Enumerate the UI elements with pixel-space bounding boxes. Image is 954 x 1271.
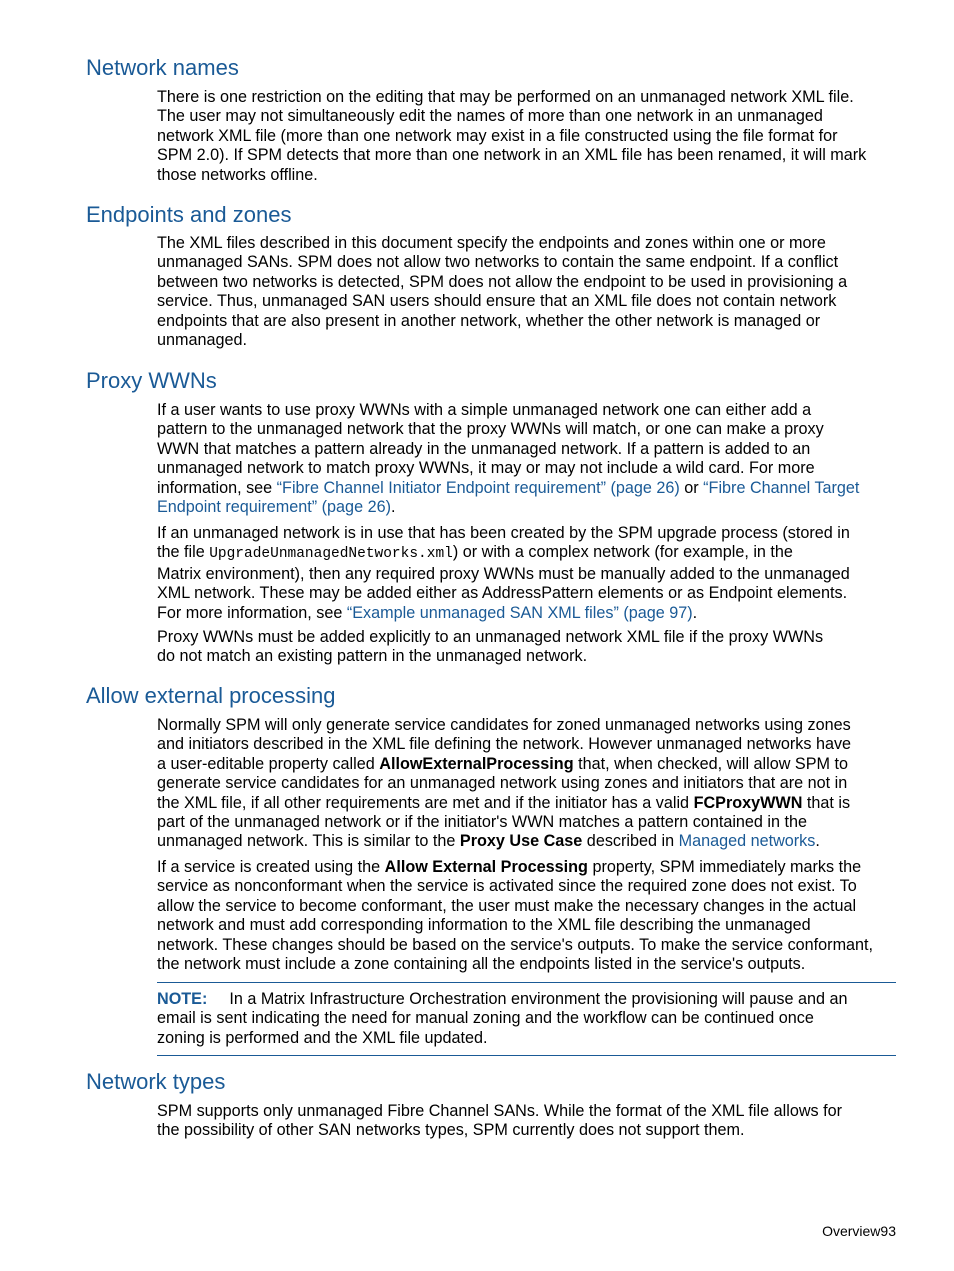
text-fragment: a user-editable property called	[157, 754, 380, 773]
text-line: XML network. These may be added either as AddressPattern elements or as Endpoint elements.	[157, 584, 848, 603]
text-line: WWN that matches a pattern already in the unmanaged network. If a pattern is added to an	[157, 439, 811, 458]
property-name: AllowExternalProcessing	[379, 754, 574, 773]
paragraph-proxy-wwns-3	[157, 628, 897, 667]
text-line: unmanaged.	[157, 331, 248, 350]
text-fragment: If a service is created using the	[157, 858, 385, 876]
text-fragment: .	[692, 603, 698, 622]
use-case-name: Proxy Use Case	[459, 832, 583, 851]
note-box	[157, 982, 896, 1056]
property-name: FCProxyWWN	[693, 793, 803, 812]
text-fragment: the file	[157, 543, 210, 562]
text-line	[157, 604, 897, 623]
text-fragment: information, see	[157, 478, 277, 497]
text-line: Normally SPM will only generate service candidates for zoned unmanaged networks using zones	[157, 716, 851, 734]
text-fragment: ) or with a complex network (for example, in the	[452, 543, 793, 562]
text-line	[157, 755, 897, 774]
text-fragment: or	[679, 478, 704, 497]
text-line	[157, 990, 848, 1009]
text-line: allow the service to become conformant, the user must make the necessary changes in the actual	[157, 896, 857, 915]
text-fragment: described in	[582, 832, 679, 851]
paragraph-proxy-wwns-1	[157, 401, 897, 517]
paragraph-allow-external-2	[157, 858, 897, 974]
text-line: part of the unmanaged network or if the initiator's WWN matches a pattern contained in the	[157, 813, 808, 832]
heading-endpoints-zones: Endpoints and zones	[86, 202, 292, 227]
text-fragment: In a Matrix Infrastructure Orchestration environment the provisioning will pause and an	[229, 990, 848, 1008]
paragraph-allow-external-1	[157, 716, 897, 852]
text-line: and initiators described in the XML file defining the network. However unmanaged networks have	[157, 735, 852, 754]
text-line: between two networks is detected, SPM does not allow the endpoint to be used in provisioning a	[157, 272, 848, 291]
text-fragment: .	[815, 832, 820, 851]
property-name: Allow External Processing	[384, 858, 588, 876]
text-line: If an unmanaged network is in use that has been created by the SPM upgrade process (stored in	[157, 524, 850, 542]
text-line: do not match an existing pattern in the unmanaged network.	[157, 647, 588, 666]
text-line: the network must include a zone containing all the endpoints listed in the service's outputs.	[157, 955, 806, 974]
text-line: those networks offline.	[157, 165, 318, 184]
text-fragment: property, SPM immediately marks the	[587, 858, 862, 876]
text-line	[157, 858, 897, 877]
text-line	[157, 498, 897, 517]
text-line: network. These changes should be based on the service's outputs. To make the service conformant,	[157, 935, 874, 954]
text-line: network and must add corresponding information to the XML file describing the unmanaged	[157, 916, 811, 935]
paragraph-network-names	[157, 88, 897, 185]
page-number: 93	[880, 1223, 896, 1239]
footer-section-name: Overview	[822, 1223, 881, 1239]
text-line: SPM 2.0). If SPM detects that more than one network in an XML file has been renamed, it will mark	[157, 146, 867, 165]
paragraph-network-types	[157, 1102, 897, 1141]
text-fragment: For more information, see	[157, 603, 347, 622]
text-line: service. Thus, unmanaged SAN users should ensure that an XML file does not contain network	[157, 292, 837, 311]
link-managed-networks[interactable]: Managed networks	[678, 832, 816, 851]
text-line: The XML files described in this document specify the endpoints and zones within one or more	[157, 234, 826, 252]
paragraph-endpoints-zones	[157, 234, 897, 350]
heading-allow-external-processing: Allow external processing	[86, 683, 336, 708]
text-line: email is sent indicating the need for manual zoning and the workflow can be continued once	[157, 1009, 814, 1028]
heading-network-types: Network types	[86, 1069, 226, 1094]
text-line: There is one restriction on the editing that may be performed on an unmanaged network XML file.	[157, 88, 854, 106]
text-line: unmanaged network to match proxy WWNs, it may or may not include a wild card. For more	[157, 459, 815, 478]
text-line: service as nonconformant when the service is activated since the required zone does not exist. To	[157, 877, 857, 896]
file-name: UpgradeUnmanagedNetworks.xml	[209, 546, 453, 563]
link-initiator-endpoint-requirement[interactable]: “Fibre Channel Initiator Endpoint requirement” (page 26)	[276, 478, 680, 497]
text-fragment: that is	[802, 793, 851, 812]
text-line: generate service candidates for an unmanaged network using zones and initiators that are not in	[157, 774, 848, 793]
text-fragment: the XML file, if all other requirements are met and if the initiator has a valid	[157, 793, 694, 812]
text-line: unmanaged SANs. SPM does not allow two networks to contain the same endpoint. If a conflict	[157, 253, 839, 272]
text-line	[157, 794, 897, 813]
note-body	[157, 990, 848, 1048]
text-line	[157, 832, 897, 851]
text-line: SPM supports only unmanaged Fibre Channel SANs. While the format of the XML file allows for	[157, 1102, 842, 1120]
text-line: the possibility of other SAN networks types, SPM currently does not support them.	[157, 1121, 745, 1140]
text-line: network XML file (more than one network may exist in a file constructed using the file format for	[157, 126, 838, 145]
text-line: The user may not simultaneously edit the names of more than one network in an unmanaged	[157, 107, 823, 126]
text-line: If a user wants to use proxy WWNs with a simple unmanaged network one can either add a	[157, 401, 812, 419]
text-fragment: that, when checked, will allow SPM to	[573, 754, 849, 773]
text-line: Proxy WWNs must be added explicitly to an unmanaged network XML file if the proxy WWNs	[157, 628, 824, 646]
page-footer	[822, 1222, 896, 1240]
note-label: NOTE:	[157, 990, 208, 1008]
text-line: pattern to the unmanaged network that the proxy WWNs will match, or one can make a proxy	[157, 420, 824, 439]
paragraph-proxy-wwns-2	[157, 524, 897, 623]
text-fragment: .	[390, 498, 396, 517]
text-line	[157, 543, 897, 564]
heading-network-names: Network names	[86, 55, 239, 80]
text-line: zoning is performed and the XML file updated.	[157, 1028, 488, 1047]
heading-proxy-wwns: Proxy WWNs	[86, 368, 217, 393]
text-line	[157, 479, 897, 498]
text-fragment: unmanaged network. This is similar to the	[157, 832, 460, 851]
text-line: endpoints that are also present in another network, whether the other network is managed or	[157, 311, 821, 330]
text-line: Matrix environment), then any required proxy WWNs must be manually added to the unmanaged	[157, 564, 850, 583]
link-target-endpoint-requirement-cont[interactable]: Endpoint requirement” (page 26)	[157, 498, 391, 517]
link-target-endpoint-requirement[interactable]: “Fibre Channel Target	[703, 478, 860, 497]
link-example-unmanaged-san-xml[interactable]: “Example unmanaged SAN XML files” (page 97)	[346, 603, 693, 622]
